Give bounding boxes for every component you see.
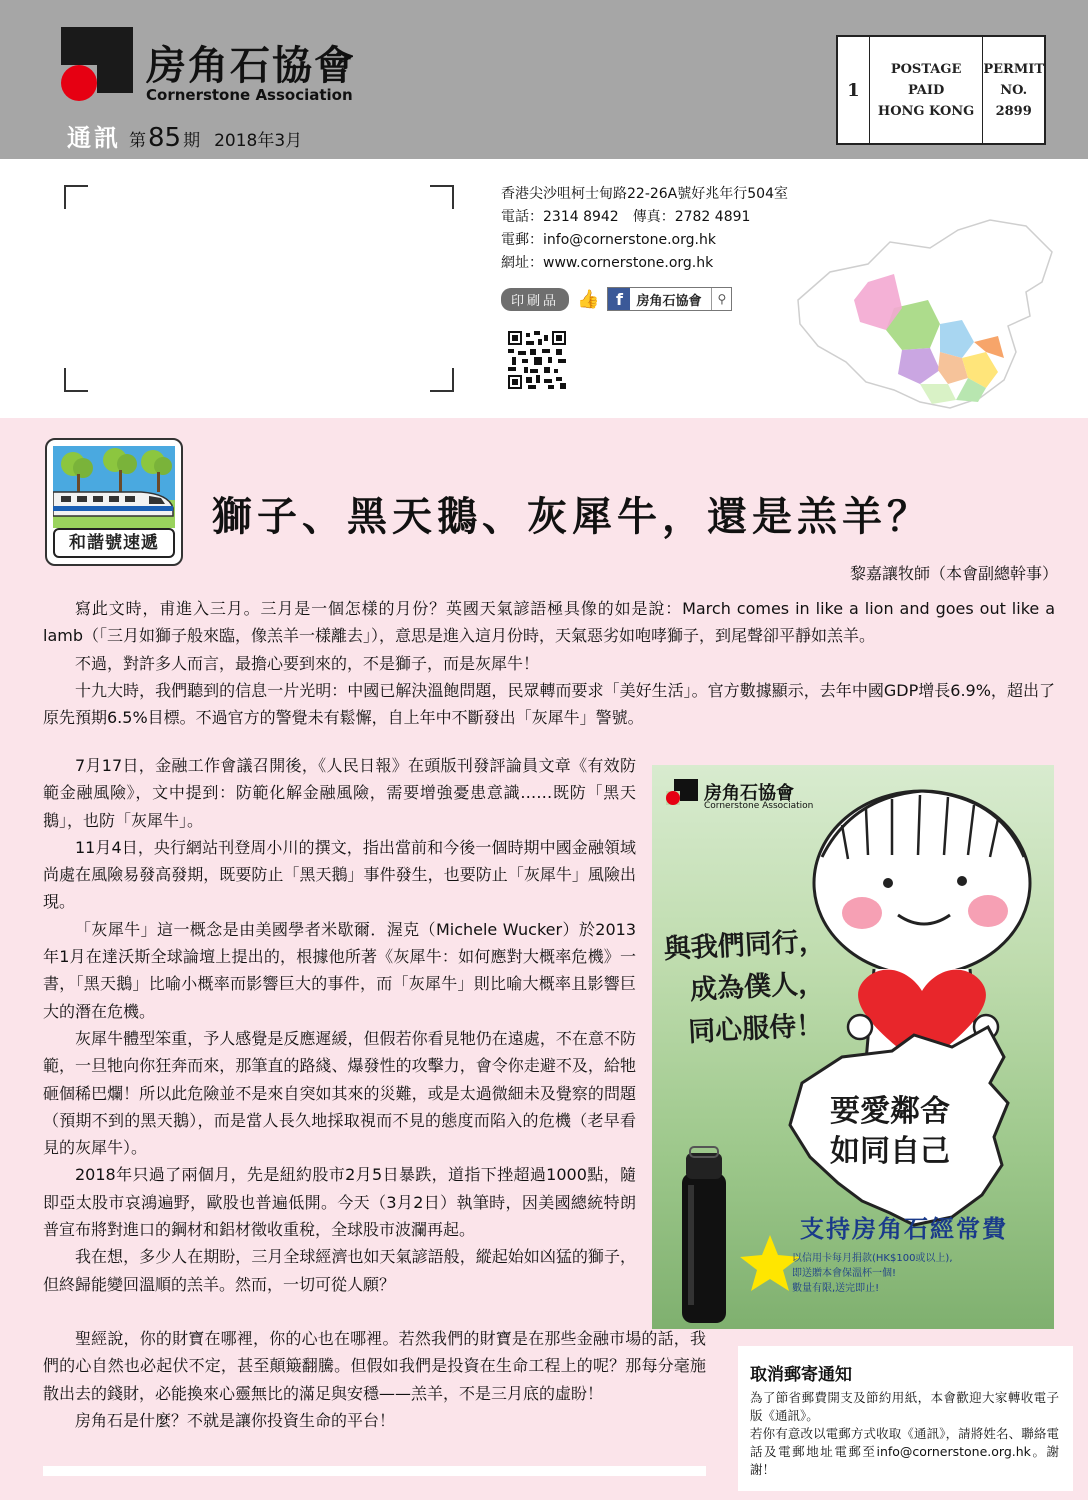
facebook-search-box[interactable]	[607, 287, 732, 311]
qr-code-icon[interactable]	[508, 331, 566, 389]
issue-date: 2018年3月	[214, 131, 303, 151]
facebook-icon: f	[608, 288, 630, 310]
postage-col3	[983, 37, 1044, 143]
paragraph: 我在想，多少人在期盼，三月全球經濟也如天氣諺語般，縱起始如凶猛的獅子，但終歸能變回溫順的羔羊。然而，一切可從人願？	[43, 1247, 636, 1294]
email[interactable]: 電郵：info@cornerstone.org.hk	[501, 232, 716, 248]
paragraph: 11月4日，央行網站刊登周小川的撰文，指出當前和今後一個時期中國金融領域尚處在風險易發高發期，既要防止「黑天鵝」事件發生，也要防止「灰犀牛」風險出現。	[43, 837, 636, 912]
badges	[501, 287, 732, 311]
paragraph: 不過，對許多人而言，最擔心要到來的，不是獅子，而是灰犀牛！	[75, 653, 540, 673]
notice-text: 若你有意改以電郵方式收取《通訊》，請將姓名、聯絡電話及電郵地址電郵至info@cornerstone.org.hk。謝謝！	[750, 1426, 1059, 1477]
paragraph: 「灰犀牛」這一概念是由美國學者米歇爾．渥克（Michele Wucker）於2013年1月在達沃斯全球論壇上提出的，根據他所著《灰犀牛：如何應對大概率危機》一書，「黑天鵝」比喻小概率而影響巨大的事件，而「灰犀牛」則比喻大概率且影響巨大的潛在危機。	[43, 919, 636, 1021]
address: 香港尖沙咀柯士甸路22-26A號好兆年行504室	[501, 186, 788, 202]
permit-line: PERMIT	[983, 61, 1044, 77]
postage-box	[836, 35, 1046, 145]
column-icon	[45, 438, 183, 566]
slogan-line: 同心服侍！	[687, 1010, 824, 1049]
column-label: 和諧號速遞	[53, 528, 175, 558]
postage-line: PAID	[907, 82, 945, 98]
map-line: 如同自己	[830, 1134, 950, 1169]
paragraph: 2018年只過了兩個月，先是紐約股市2月5日暴跌，道指下挫超過1000點，隨即亞太股市哀鴻遍野，歐股也普遍低開。今天（3月2日）執筆時，因美國總統特朗普宣布將對進口的鋼材和鋁材徵收重稅，全球股市波瀾再起。	[43, 1165, 636, 1240]
poster-logo-en: Cornerstone Association	[704, 801, 814, 811]
org-name-cn: 房角石協會	[146, 43, 356, 89]
masthead	[0, 0, 1088, 159]
article-title: 獅子、黑天鵝、灰犀牛，還是羔羊？	[212, 494, 932, 540]
permit-line: NO.	[1000, 82, 1028, 98]
paragraph: 寫此文時，甫進入三月。三月是一個怎樣的月份？英國天氣諺語極具像的如是說：March comes in like a lion and goes out like a lamb（「三月如獅子般來臨，像羔羊一樣離去」），意思是進入這月份時，天氣惡劣如咆哮獅子，到尾聲卻平靜如羔羊。	[43, 599, 1055, 646]
facebook-name: 房角石協會	[636, 293, 702, 309]
article-body-mid	[43, 752, 636, 1298]
issue-prefix: 第	[129, 131, 146, 151]
contact-block	[501, 183, 788, 275]
paragraph: 灰犀牛體型笨重，予人感覺是反應遲緩，但假若你看見牠仍在遠處，不在意不防範，一旦牠向你狂奔而來，那筆直的路綫、爆發性的攻擊力，會令你走避不及，給牠砸個稀巴爛！所以此危險並不是來自突如其來的災難，或是太過微細未及覺察的問題（預期不到的黑天鵝），而是當人長久地採取視而不見的態度而陷入的危機（老早看見的灰犀牛）。	[43, 1028, 636, 1158]
article-author: 黎嘉讓牧師（本會副總幹事）	[849, 564, 1058, 583]
postage-col1: 1	[838, 37, 870, 143]
poster-map-text	[830, 1092, 950, 1172]
issue-line	[67, 118, 302, 153]
cancel-mail-notice	[738, 1346, 1073, 1491]
postage-line: POSTAGE	[890, 61, 962, 77]
china-map-icon	[790, 212, 1065, 417]
printed-matter-badge: 印刷品	[501, 288, 569, 311]
phone-fax: 電話：2314 8942 傳真：2782 4891	[501, 209, 751, 225]
poster-slogan	[663, 921, 831, 1055]
divider	[43, 1466, 706, 1476]
notice-text: 為了節省郵費開支及節約用紙，本會歡迎大家轉收電子版《通訊》。	[750, 1390, 1059, 1423]
logo-mark-icon	[61, 27, 133, 101]
support-poster	[652, 765, 1054, 1329]
issue-suffix: 期	[183, 131, 201, 151]
article-body-bottom	[43, 1325, 706, 1434]
paragraph: 十九大時，我們聽到的信息一片光明：中國已解決溫飽問題，民眾轉而要求「美好生活」。官方數據顯示，去年中國GDP增長6.9%，超出了原先預期6.5%目標。不過官方的警覺未有鬆懈，自上年中不斷發出「灰犀牛」警號。	[43, 680, 1055, 728]
website[interactable]: 網址：www.cornerstone.org.hk	[501, 255, 714, 271]
slogan-line: 成為僕人，	[689, 967, 826, 1006]
paragraph: 7月17日，金融工作會議召開後，《人民日報》在頭版刊發評論員文章《有效防範金融風險》，文中提到：防範化解金融風險，需要增強憂患意識……既防「黑天鵝」，也防「灰犀牛」。	[43, 756, 636, 830]
poster-support: 支持房角石經常費	[800, 1215, 1008, 1243]
train-icon	[53, 446, 175, 528]
paragraph: 聖經說，你的財寶在哪裡，你的心也在哪裡。若然我們的財寶是在那些金融市場的話，我們的心自然也必起伏不定，甚至顛簸翻騰。但假如我們是投資在生命工程上的呢？那每分毫施散出去的錢財，必能換來心靈無比的滿足與安穩——羔羊，不是三月底的虛盼！	[43, 1329, 706, 1403]
org-name-en: Cornerstone Association	[146, 86, 353, 104]
map-line: 要愛鄰舍	[830, 1094, 950, 1129]
newsletter-label: 通訊	[67, 124, 121, 152]
issue-number: 85	[148, 123, 182, 153]
poster-small-text	[792, 1251, 953, 1296]
postage-line: HONG KONG	[877, 103, 975, 119]
permit-line: 2899	[995, 103, 1032, 119]
notice-title: 取消郵寄通知	[750, 1365, 852, 1385]
postage-col2	[870, 37, 984, 143]
search-icon[interactable]: ⚲	[711, 288, 731, 310]
thumbs-up-icon: 👍	[577, 288, 600, 310]
paragraph: 房角石是什麼？不就是讓你投資生命的平台！	[75, 1410, 396, 1430]
slogan-line: 與我們同行，	[663, 925, 827, 966]
poster-logo-cn: 房角石協會	[704, 783, 794, 804]
small-line: 即送贈本會保溫杯一個!	[792, 1268, 897, 1279]
small-line: 數量有限,送完即止!	[792, 1283, 880, 1294]
article-body-top	[43, 595, 1055, 731]
small-line: 以信用卡每月捐款(HK$100或以上),	[792, 1253, 953, 1264]
